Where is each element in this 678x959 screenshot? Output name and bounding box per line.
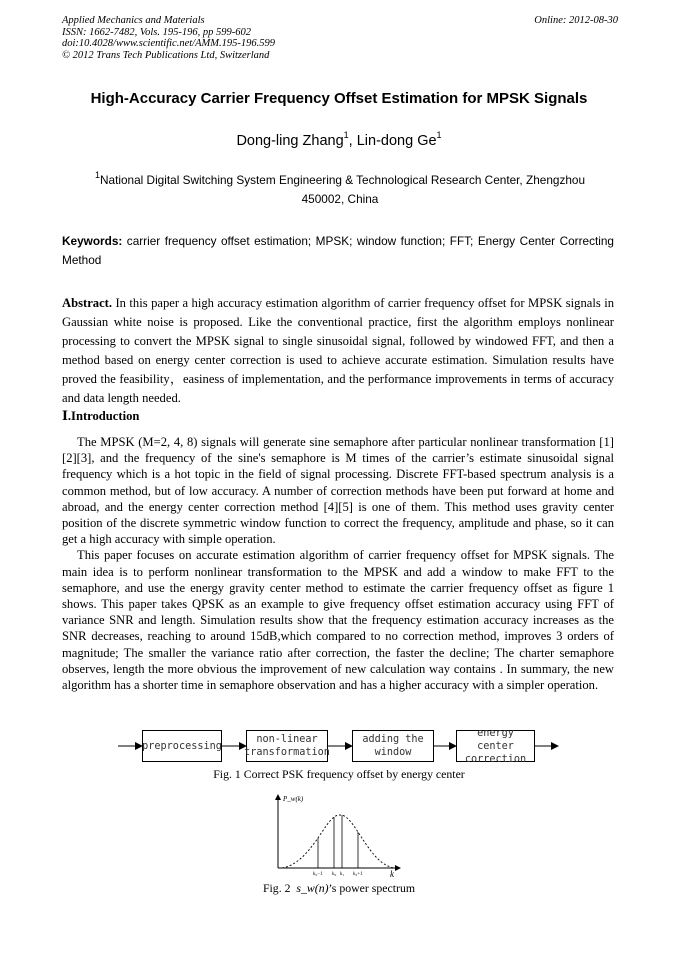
online-date: Online: 2012-08-30 xyxy=(534,15,618,26)
figure-2-caption-prefix: Fig. 2 xyxy=(262,881,291,895)
affiliation xyxy=(62,171,618,209)
affiliation-line-2: 450002, China xyxy=(301,192,379,206)
box-preprocessing xyxy=(142,730,222,762)
y-axis-label: P_w(k) xyxy=(283,795,304,803)
spectrum-curve xyxy=(282,815,394,868)
author-1-affil-mark: 1 xyxy=(343,130,349,141)
figure-2-caption xyxy=(200,881,478,896)
box-window-label-2: window xyxy=(374,747,412,758)
figure-1-caption: Fig. 1 Correct PSK frequency offset by energy center xyxy=(213,767,465,781)
flow-arrows xyxy=(0,724,678,766)
box-nonlinear-transformation xyxy=(246,730,328,762)
x-axis-label: k xyxy=(390,869,394,879)
tick-k0-minus-1: k₀−1 xyxy=(313,872,323,877)
author-2-affil-mark: 1 xyxy=(436,130,442,141)
journal-header xyxy=(62,15,618,61)
author-line xyxy=(40,130,638,149)
figure-2-caption-suffix: ’s power spectrum xyxy=(328,881,416,895)
box-correction-label-1: energy center xyxy=(477,727,514,752)
section-heading-introduction: Ⅰ.Introduction xyxy=(62,409,140,423)
abstract-block xyxy=(62,294,614,408)
author-separator: , xyxy=(348,133,357,149)
author-1: Dong-ling Zhang xyxy=(236,133,344,149)
abstract-text: In this paper a high accuracy estimation algorithm of carrier frequency offset for MPSK signals in Gaussian white noise is proposed. Like the conventional practice, first the algorithm employs nonlinear processing to convert the MPSK signal to single sinusoidal signal, followed by windowed FFT, and then a method based on energy center correction is used to achieve accurate estimation. Simulation results have proved the feasibility，easiness of implementation, and the performance improvements in terms of accuracy and data length needed. xyxy=(62,296,614,405)
doi-line: doi:10.4028/www.scientific.net/AMM.195-196.599 xyxy=(62,38,275,49)
figure-1-block-diagram xyxy=(0,724,678,766)
intro-paragraph-2: This paper focuses on accurate estimation algorithm of carrier frequency offset for MPSK signals. The main idea is to perform nonlinear transformation to the MPSK and add a window to make FFT to the semaphore, and use the energy gravity center method to estimate the carrier frequency offset as figure 1 shows. This paper takes QPSK as an example to give frequency offset estimation accuracy using FFT of variance SNR and length. Simulation results show that the frequency estimation accuracy increases as the SNR decreases, reaching to around 15dB,which compared to no correction method, improves 3 orders of magnitude; The smaller the variance ratio after correction, the faster the decline; The charter semaphore observes, length the more obvious the improvement of new calculation way contains . In summary, the new algorithm has a shorter time in semaphore observation and has a higher accuracy with a simpler operation. xyxy=(62,548,614,693)
box-adding-window xyxy=(352,730,434,762)
intro-paragraph-1: The MPSK (M=2, 4, 8) signals will generate sine semaphore after particular nonlinear transformation [1][2][3], and the frequency of the sine's semaphore is M times of the carrier’s estimate sinusoidal signal frequency which is a hot topic in the field of signal processing. Discrete FFT-based spectrum analysis is a common method, but of low accuracy. A number of correction methods have been put forward at home and abroad, and the energy center correction method [4][5] is one of them. This method uses gravity center position of the discrete symmetric window function to correct the frequency, amplitude and phase, so it can get a high accuracy with simple operation. xyxy=(62,435,614,547)
box-nonlinear-label-2: transformation xyxy=(244,747,330,758)
journal-name: Applied Mechanics and Materials xyxy=(62,15,205,26)
abstract-label: Abstract. xyxy=(62,296,113,310)
author-2: Lin-dong Ge xyxy=(356,133,437,149)
box-correction-label-2: correction xyxy=(464,753,527,765)
box-energy-center-correction xyxy=(456,727,535,765)
box-preprocessing-label: preprocessing xyxy=(142,740,222,752)
box-window-label-1: adding the xyxy=(362,734,424,745)
figure-2-caption-symbol: s_w(n) xyxy=(296,881,329,895)
affiliation-mark: 1 xyxy=(94,170,100,181)
figure-2-power-spectrum xyxy=(266,789,406,881)
paper-title: High-Accuracy Carrier Frequency Offset Estimation for MPSK Signals xyxy=(90,90,588,107)
copyright-line: © 2012 Trans Tech Publications Ltd, Switzerland xyxy=(62,49,270,61)
introduction-body xyxy=(62,434,614,693)
tick-k0-plus-1: k₀+1 xyxy=(353,872,363,877)
affiliation-line-1: National Digital Switching System Engineering & Technological Research Center, Zhengzhou xyxy=(99,173,586,187)
tick-k0: k₀ xyxy=(332,872,337,877)
box-nonlinear-label-1: non-linear xyxy=(256,734,318,745)
keywords-block xyxy=(62,232,614,270)
keywords-text: carrier frequency offset estimation; MPSK; window function; FFT; Energy Center Correcting Method xyxy=(62,234,614,267)
tick-k1: k₁ xyxy=(340,872,345,877)
keywords-label: Keywords: xyxy=(62,234,123,248)
issn-line: ISSN: 1662-7482, Vols. 195-196, pp 599-602 xyxy=(62,26,251,38)
